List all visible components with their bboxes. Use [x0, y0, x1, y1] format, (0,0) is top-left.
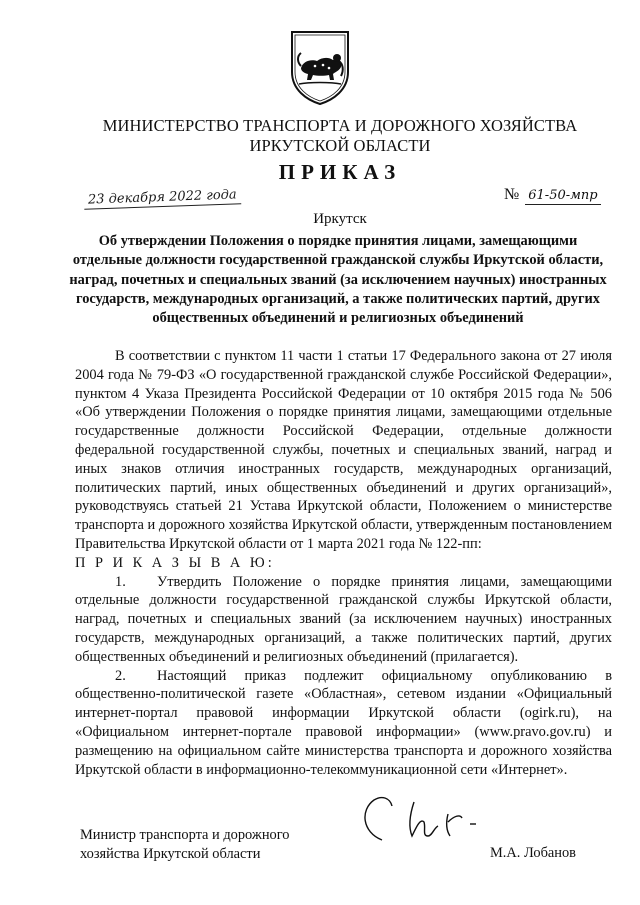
item-number: 1. [115, 573, 126, 590]
order-body [75, 347, 612, 779]
city-name: Иркутск [313, 211, 367, 227]
order-verb: П Р И К А З Ы В А Ю: [75, 554, 275, 571]
number-sign: № [504, 186, 520, 203]
handwritten-number: 61-50-мпр [525, 188, 600, 205]
handwritten-signature-icon [352, 792, 502, 844]
order-item-2 [75, 667, 612, 780]
ministry-line-2: ИРКУТСКОЙ ОБЛАСТИ [249, 136, 431, 155]
position-line-1: Министр транспорта и дорожного [80, 827, 290, 843]
position-line-2: хозяйства Иркутской области [80, 846, 261, 862]
signatory-position [80, 826, 289, 864]
irkutsk-coat-of-arms-icon [289, 28, 351, 106]
order-item-1 [75, 573, 612, 667]
order-subject: Об утверждении Положения о порядке принятия лицами, замещающими отдельные должности государственной гражданской службы Иркутской области, наград, почетных и специальных званий (за исключением научных) иностранных государств, международных организаций, а также политических партий, других общественных объединений и религиозных объединений [69, 233, 607, 327]
ministry-line-1: МИНИСТЕРСТВО ТРАНСПОРТА И ДОРОЖНОГО ХОЗЯЙСТВА [102, 116, 578, 135]
document-type-title: ПРИКАЗ [278, 160, 402, 184]
preamble-paragraph: В соответствии с пунктом 11 части 1 статьи 17 Федерального закона от 27 июля 2004 года № 79-ФЗ «О государственной гражданской службе Российской Федерации», пунктом 4 Указа Президента Российской Федерации от 10 октября 2015 года № 506 «Об утверждении Положения о порядке принятия лицами, замещающими отдельные государственные должности Российской Федерации, отдельные должности федеральной государственной службы, почетных и специальных званий, наград и иных знаков отличия иностранных государств, международных организаций, политических партий, иных общественных объединений и других организаций», руководствуясь статьей 21 Устава Иркутской области, Положением о министерстве транспорта и дорожного хозяйства Иркутской области, утвержденным постановлением Правительства Иркутской области от 1 марта 2021 года № 122-пп: [75, 348, 612, 552]
order-number [504, 186, 601, 204]
handwritten-date: 23 декабря 2022 года [84, 187, 241, 209]
item-text: Утвердить Положение о порядке принятия лицами, замещающими отдельные должности государственной гражданской службы Иркутской области, наград, почетных и специальных званий (за исключением научных) иностранных государств, международных организаций, а также политических партий, других общественных объединений и религиозных объединений (прилагается). [75, 573, 612, 665]
item-text: Настоящий приказ подлежит официальному опубликованию в общественно-политической газете «Областная», сетевом издании «Официальный интернет-портал правовой информации Иркутской области (ogirk.ru), на «Официальном интернет-портале правовой информации» (www.pravo.gov.ru) и размещению на официальном сайте министерства транспорта и дорожного хозяйства Иркутской области в информационно-телекоммуникационной сети «Интернет». [75, 667, 612, 778]
ministry-name [60, 116, 620, 156]
item-number: 2. [115, 667, 126, 684]
signatory-name: М.А. Лобанов [490, 845, 576, 861]
